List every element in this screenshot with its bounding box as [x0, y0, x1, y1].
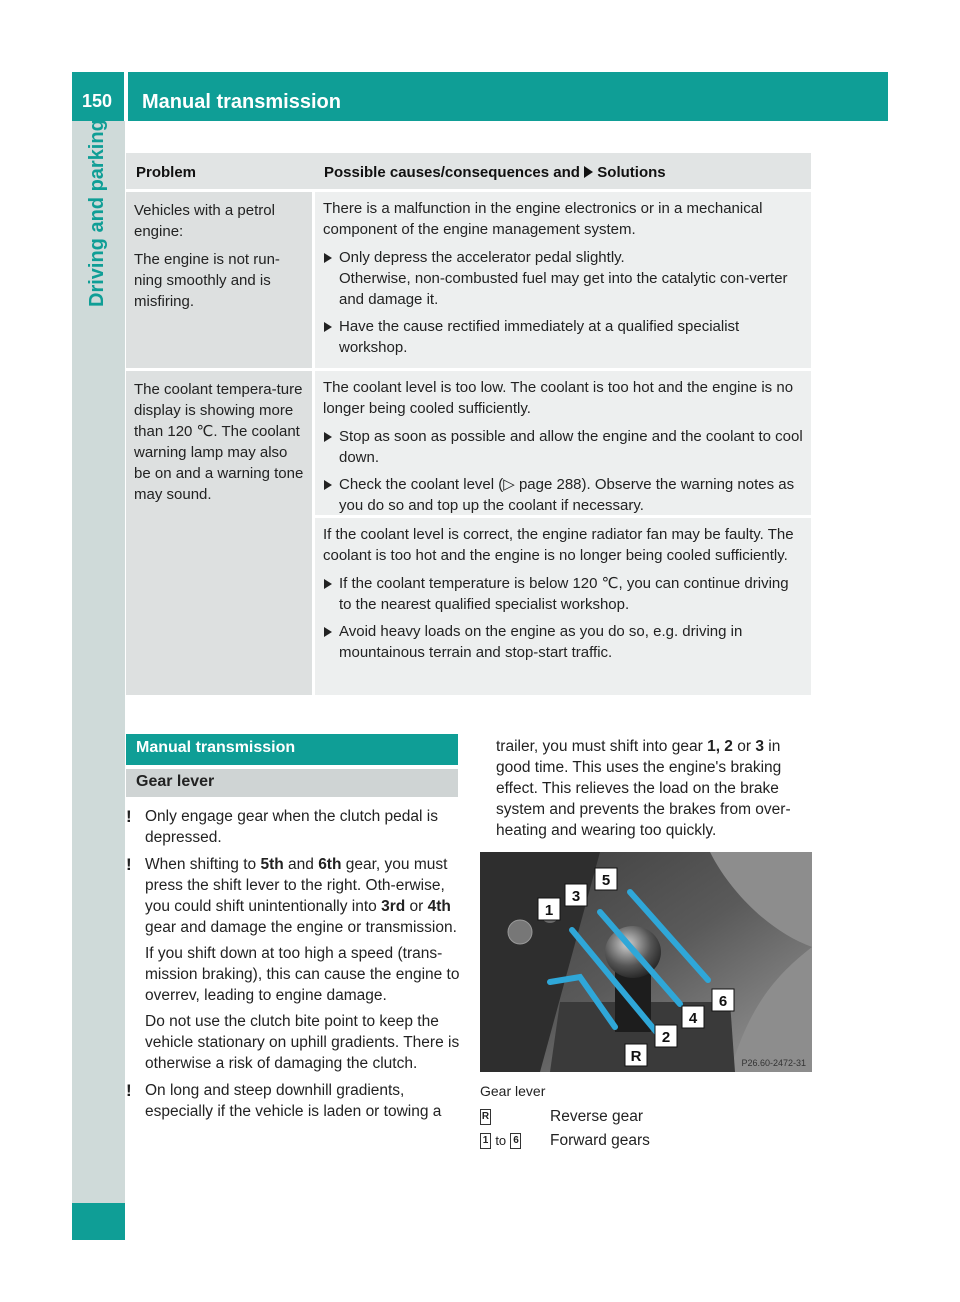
- page-number: 150: [82, 91, 113, 111]
- list-item: Have the cause rectified immediately at a qualified specialist workshop.: [323, 316, 805, 358]
- header-solutions: Possible causes/consequences and Solutions: [324, 164, 666, 181]
- subsection-heading: Gear lever: [126, 769, 458, 797]
- warning-3: ! On long and steep downhill gradients, especially if the vehicle is laden or towing a: [126, 1081, 442, 1120]
- key-1-icon: 1: [480, 1133, 491, 1149]
- arrow-icon: [584, 166, 593, 178]
- figure-legend: [480, 1083, 812, 1156]
- gear-label-3: 3: [571, 888, 581, 905]
- key-6-icon: 6: [510, 1133, 521, 1149]
- list-item: Stop as soon as possible and allow the engine and the coolant to cool down.: [323, 426, 805, 468]
- section-heading: Manual transmission: [126, 734, 458, 765]
- page-header: [72, 72, 888, 121]
- legend-item: 1 to 6 Forward gears: [480, 1132, 812, 1156]
- list-item: Check the coolant level (▷ page 288). Observe the warning notes as you do so and top up the coolant if necessary.: [323, 474, 805, 516]
- figure-code: P26.60-2472-31: [741, 1058, 806, 1068]
- warning-icon: !: [126, 807, 132, 826]
- page-title: Manual transmission: [142, 91, 341, 113]
- key-r-icon: R: [480, 1109, 491, 1125]
- legend-item: R Reverse gear: [481, 1108, 644, 1125]
- header-problem: Problem: [136, 164, 197, 181]
- problem-table: [126, 153, 811, 695]
- figure-caption: Gear lever: [480, 1083, 546, 1099]
- left-column: [126, 806, 460, 1128]
- warning-1: ! Only engage gear when the clutch pedal is depressed.: [126, 807, 438, 846]
- warning-icon: !: [126, 1081, 132, 1100]
- right-column-text: trailer, you must shift into gear 1, 2 or 3 in good time. This uses the engine's braking effect. This relieves the load on the brake system and prevents the brakes from over-heating and wearing too quickly.: [496, 738, 791, 839]
- gear-label-2: 2: [661, 1029, 671, 1046]
- table-row-2-problem: The coolant tempera-ture display is showing more than 120 ℃. The coolant warning lamp may also be on and a warning tone may sound.: [126, 371, 312, 695]
- warning-icon: !: [126, 855, 132, 874]
- table-row-2a-solutions: The coolant level is too low. The coolant is too hot and the engine is no longer being cooled sufficiently. Stop as soon as possible and allow the engine and the coolant to cool down. Check the coolant level (▷ page 288). Observe the warning notes as you do so and top up the coolant if necessary.: [315, 371, 811, 515]
- gear-label-6: 6: [718, 993, 728, 1010]
- table-row-2b-solutions: If the coolant level is correct, the engine radiator fan may be faulty. The coolant is too hot and the engine is no longer being cooled sufficiently. If the coolant temperature is below 120 ℃, you can continue driving to the nearest qualified specialist workshop. Avoid heavy loads on the engine as you do so, e.g. driving in mountainous terrain and stop-start traffic.: [315, 518, 811, 695]
- side-tab-marker: [72, 1203, 125, 1240]
- warning-2: ! When shifting to 5th and 6th gear, you must press the shift lever to the right. Oth-erwise, you could shift unintentionally into 3rd or 4th gear and damage the engine or transmission. If you shift down at too high a speed (trans-mission braking), this can cause the engine to overrev, leading to engine damage. Do not use the clutch bite point to keep the vehicle stationary on uphill gradients. There is otherwise a risk of damaging the clutch.: [126, 855, 460, 1072]
- gear-label-1: 1: [544, 902, 554, 919]
- gear-label-5: 5: [601, 872, 611, 889]
- list-item: Only depress the accelerator pedal slightly. Otherwise, non-combusted fuel may get into the catalytic con-verter and damage it.: [323, 247, 805, 310]
- header-divider: [124, 72, 128, 121]
- list-item: If the coolant temperature is below 120 ℃, you can continue driving to the nearest qualified specialist workshop.: [323, 573, 805, 615]
- gear-label-4: 4: [688, 1010, 698, 1027]
- gear-label-r: R: [630, 1048, 642, 1065]
- table-header: [126, 153, 811, 189]
- list-item: Avoid heavy loads on the engine as you do so, e.g. driving in mountainous terrain and stop-start traffic.: [323, 621, 805, 663]
- gear-lever-photo: [480, 852, 812, 1072]
- table-row-1-problem: Vehicles with a petrol engine: The engine is not run-ning smoothly and is misfiring.: [126, 192, 312, 368]
- table-row-1-solutions: There is a malfunction in the engine electronics or in a mechanical component of the engine management system. Only depress the accelerator pedal slightly. Otherwise, non-combusted fuel may get into the catalytic con-verter and damage it. Have the cause rectified immediately at a qualified specialist workshop.: [315, 192, 811, 368]
